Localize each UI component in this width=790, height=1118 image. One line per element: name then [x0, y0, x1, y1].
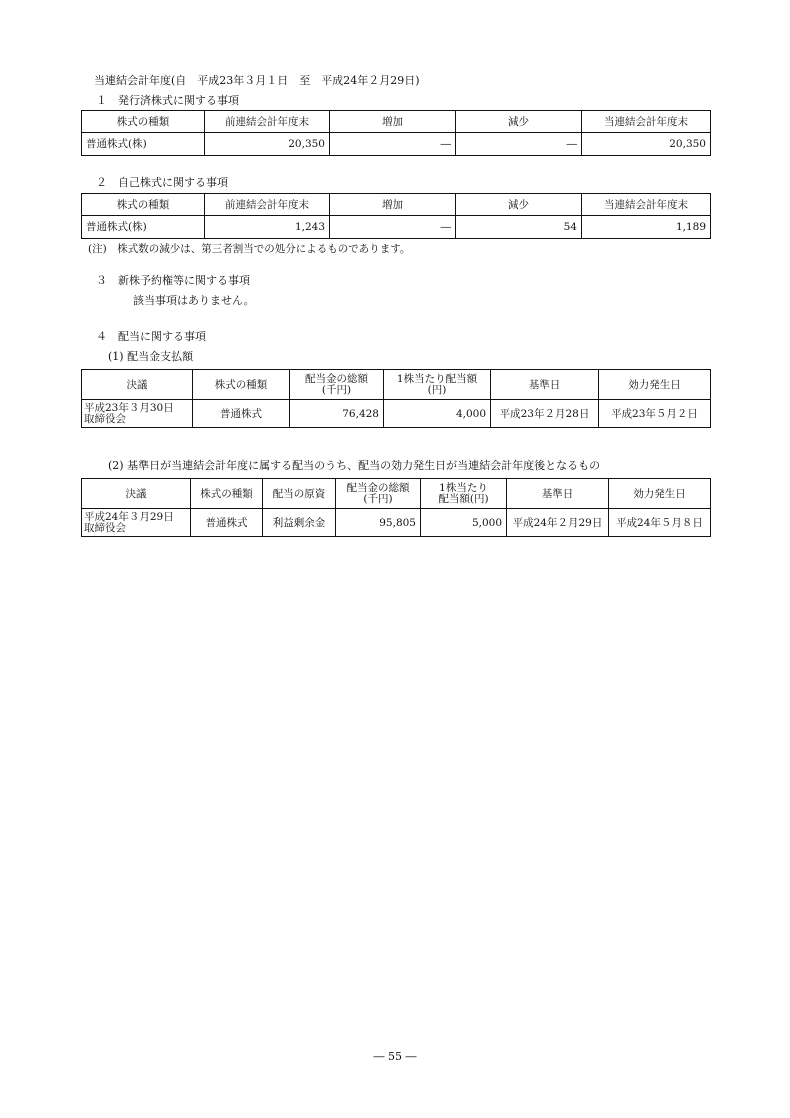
table-header-row: [82, 479, 711, 509]
table-header-row: [82, 370, 711, 400]
header-cell: 効力発生日: [609, 479, 711, 509]
section2-note: (注) 株式数の減少は、第三者割当での処分によるものであります。: [88, 243, 411, 255]
section3-title: ３ 新株予約権等に関する事項: [96, 274, 250, 287]
section4-title: ４ 配当に関する事項: [96, 330, 206, 343]
share-type-cell: 普通株式: [191, 509, 263, 537]
header-cell: 前連結会計年度末: [205, 194, 330, 216]
section2-title: ２ 自己株式に関する事項: [96, 176, 228, 189]
header-cell: 減少: [456, 111, 582, 133]
treasury-shares-table: [81, 193, 711, 239]
table-header-row: [82, 111, 711, 133]
header-cell: 配当金の総額 (千円): [336, 479, 421, 509]
period-heading: 当連結会計年度(自 平成23年３月１日 至 平成24年２月29日): [94, 74, 420, 87]
header-cell: 株式の種類: [193, 370, 290, 400]
table-row: [82, 400, 711, 428]
share-type-cell: 普通株式(株): [82, 133, 205, 156]
header-cell: 1株当たり 配当額(円): [421, 479, 507, 509]
record-date-cell: 平成24年２月29日: [507, 509, 609, 537]
header-cell: 増加: [330, 194, 456, 216]
header-cell: 当連結会計年度末: [582, 111, 711, 133]
effective-date-cell: 平成23年５月２日: [599, 400, 711, 428]
header-cell: 減少: [456, 194, 582, 216]
header-cell: 基準日: [491, 370, 599, 400]
issued-shares-table: [81, 110, 711, 156]
value-cell: 5,000: [421, 509, 507, 537]
value-cell: ―: [330, 133, 456, 156]
header-cell: 基準日: [507, 479, 609, 509]
share-type-cell: 普通株式: [193, 400, 290, 428]
source-cell: 利益剰余金: [263, 509, 336, 537]
value-cell: 4,000: [384, 400, 491, 428]
value-cell: 54: [456, 216, 582, 239]
resolution-cell: 平成24年３月29日 取締役会: [82, 509, 191, 537]
header-cell: 決議: [82, 479, 191, 509]
value-cell: ―: [456, 133, 582, 156]
value-cell: 76,428: [290, 400, 384, 428]
header-cell: 1株当たり配当額 (円): [384, 370, 491, 400]
section3-body: 該当事項はありません。: [133, 294, 255, 307]
table-row: [82, 133, 711, 156]
header-cell: 株式の種類: [82, 194, 205, 216]
value-cell: 1,189: [582, 216, 711, 239]
dividends-paid-table: [81, 369, 711, 428]
value-cell: 1,243: [205, 216, 330, 239]
resolution-cell: 平成23年３月30日 取締役会: [82, 400, 193, 428]
page-number: ― 55 ―: [373, 1050, 417, 1063]
section1-title: １ 発行済株式に関する事項: [96, 94, 239, 107]
header-cell: 配当金の総額 (千円): [290, 370, 384, 400]
header-cell: 増加: [330, 111, 456, 133]
value-cell: ―: [330, 216, 456, 239]
table-row: [82, 216, 711, 239]
value-cell: 20,350: [582, 133, 711, 156]
value-cell: 95,805: [336, 509, 421, 537]
section4-sub1-title: (1) 配当金支払額: [108, 350, 194, 363]
share-type-cell: 普通株式(株): [82, 216, 205, 239]
header-cell: 決議: [82, 370, 193, 400]
header-cell: 前連結会計年度末: [205, 111, 330, 133]
table-header-row: [82, 194, 711, 216]
header-cell: 効力発生日: [599, 370, 711, 400]
effective-date-cell: 平成24年５月８日: [609, 509, 711, 537]
header-cell: 株式の種類: [191, 479, 263, 509]
section4-sub2-title: (2) 基準日が当連結会計年度に属する配当のうち、配当の効力発生日が当連結会計年度後となるもの: [108, 459, 601, 472]
dividends-after-year-table: [81, 478, 711, 537]
header-cell: 株式の種類: [82, 111, 205, 133]
record-date-cell: 平成23年２月28日: [491, 400, 599, 428]
table-row: [82, 509, 711, 537]
header-cell: 配当の原資: [263, 479, 336, 509]
value-cell: 20,350: [205, 133, 330, 156]
header-cell: 当連結会計年度末: [582, 194, 711, 216]
